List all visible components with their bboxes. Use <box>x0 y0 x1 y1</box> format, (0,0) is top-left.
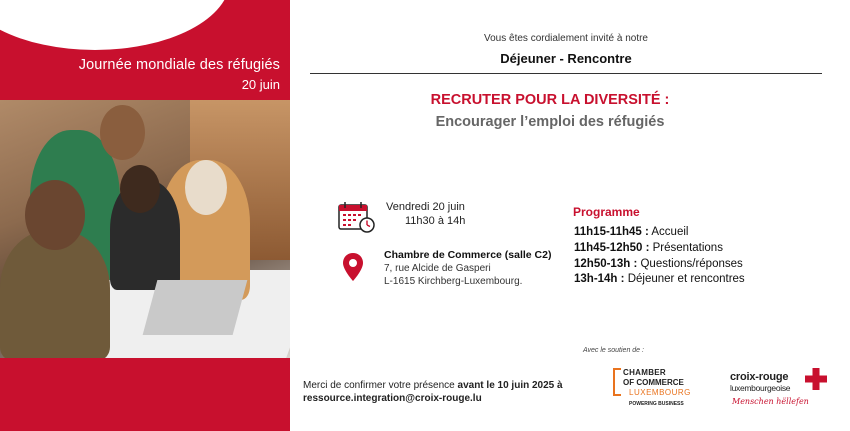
left-banner <box>0 0 290 431</box>
team-photo <box>0 100 290 358</box>
red-cross-icon <box>805 368 827 390</box>
programme-title: Programme <box>573 205 640 219</box>
confirmation-prefix: Merci de confirmer votre présence <box>303 380 458 391</box>
croix-rouge-line2: luxembourgeoise <box>730 383 791 393</box>
event-date: 20 juin <box>241 77 280 92</box>
croix-rouge-tagline: Menschen hëllefen <box>732 397 809 406</box>
photo-head <box>25 180 85 250</box>
invitation-intro: Vous êtes cordialement invité à notre <box>484 33 648 44</box>
programme-time: 12h50-13h : <box>574 258 638 270</box>
photo-head <box>120 165 160 213</box>
programme-item <box>574 258 743 270</box>
confirmation-email[interactable]: ressource.integration@croix-rouge.lu <box>303 393 482 404</box>
map-pin-icon <box>342 252 364 282</box>
photo-laptop <box>143 280 248 335</box>
programme-label: Déjeuner et rencontres <box>624 273 745 285</box>
photo-head <box>100 105 145 160</box>
programme-item <box>574 226 688 238</box>
programme-time: 13h-14h : <box>574 273 625 285</box>
confirmation-text <box>303 380 563 391</box>
chamber-line2: OF COMMERCE <box>623 378 684 387</box>
programme-item <box>574 273 745 285</box>
chamber-bracket-icon <box>613 368 621 396</box>
programme-label: Accueil <box>648 226 689 238</box>
programme-label: Questions/réponses <box>637 258 743 270</box>
croix-rouge-logo <box>730 366 830 410</box>
croix-rouge-line1: croix-rouge <box>730 371 789 383</box>
chamber-line3: LUXEMBOURG <box>629 388 691 397</box>
programme-item <box>574 242 723 254</box>
venue-address-line2: L-1615 Kirchberg-Luxembourg. <box>384 276 523 287</box>
programme-time: 11h45-12h50 : <box>574 242 650 254</box>
confirmation-deadline: avant le 10 juin 2025 à <box>457 380 563 391</box>
sub-title: Encourager l’emploi des réfugiés <box>435 114 665 130</box>
support-label: Avec le soutien de : <box>583 347 644 354</box>
calendar-clock-icon <box>338 201 376 233</box>
programme-time: 11h15-11h45 : <box>574 226 649 238</box>
chamber-of-commerce-logo <box>613 366 693 412</box>
venue-name: Chambre de Commerce (salle C2) <box>384 249 552 261</box>
chamber-line1: CHAMBER <box>623 368 666 377</box>
event-title: Journée mondiale des réfugiés <box>78 57 280 73</box>
invitation-headline: Déjeuner - Rencontre <box>500 51 632 66</box>
main-title: RECRUTER POUR LA DIVERSITÉ : <box>430 92 670 108</box>
chamber-tagline: POWERING BUSINESS <box>629 401 684 407</box>
divider <box>310 73 822 74</box>
banner-red-bottom <box>0 358 290 431</box>
event-day: Vendredi 20 juin <box>386 201 465 213</box>
programme-label: Présentations <box>649 242 723 254</box>
photo-head <box>185 160 227 215</box>
event-time: 11h30 à 14h <box>405 215 466 227</box>
venue-address-line1: 7, rue Alcide de Gasperi <box>384 263 491 274</box>
